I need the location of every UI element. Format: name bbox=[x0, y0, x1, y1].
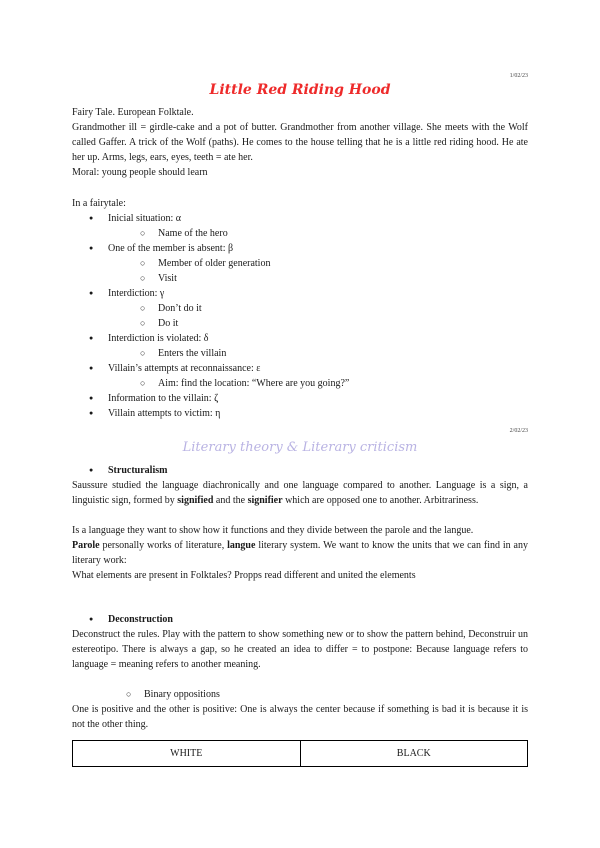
sub-list-item: ○ Don’t do it bbox=[108, 301, 528, 316]
list-intro: In a fairytale: bbox=[72, 198, 126, 209]
structuralism-block bbox=[72, 463, 528, 583]
paragraph: Is a language they want to show how it functions and they divide between the parole and the langue. bbox=[72, 525, 474, 536]
list-item: ● One of the member is absent: β ○ Member of older generation ○ Visit bbox=[72, 241, 528, 286]
intro-paragraph: Grandmother ill = girdle-cake and a pot of butter. Grandmother from another village. She meets with the Wolf called Gaffer. A trick of the Wolf (paths). He comes to the house telling that he is a little red riding hood. He ate her up. Arms, legs, ears, eyes, teeth = ate her. bbox=[72, 122, 528, 163]
paragraph: What elements are present in Folktales? Propps read different and united the elements bbox=[72, 570, 416, 581]
paragraph: Parole personally works of literature, langue literary system. We want to know the units that we can find in any literary work: bbox=[72, 540, 528, 566]
section-heading: ● Deconstruction bbox=[72, 612, 528, 627]
section-title: Literary theory & Literary criticism bbox=[182, 440, 418, 455]
paragraph: Deconstruct the rules. Play with the pattern to show something new or to show the pattern behind, Deconstruir un estereotipo. There is always a gap, so he created an idea to differ = to postpone: Because language refers to language = meaning refers to another meaning. bbox=[72, 629, 528, 670]
table-cell-white: WHITE bbox=[73, 741, 301, 767]
section-heading: ● Structuralism bbox=[72, 463, 528, 478]
sub-list-item: ○ Aim: find the location: “Where are you going?” bbox=[108, 376, 528, 391]
moral-line: Moral: young people should learn bbox=[72, 167, 208, 178]
page-title: Little Red Riding Hood bbox=[209, 82, 391, 98]
date-stamp: 1/02/23 bbox=[509, 73, 528, 79]
list-item: ● Villain’s attempts at reconnaissance: ε ○ Aim: find the location: “Where are you going?” bbox=[72, 361, 528, 391]
function-list bbox=[72, 211, 528, 421]
date-stamp: 2/02/23 bbox=[509, 428, 528, 434]
sub-list-item: ○ Visit bbox=[108, 271, 528, 286]
table-cell-black: BLACK bbox=[300, 741, 528, 767]
paragraph: One is positive and the other is positive: One is always the center because if something is bad it is because it is not the other thing. bbox=[72, 704, 528, 730]
deconstruction-block bbox=[72, 612, 528, 732]
binary-table bbox=[72, 740, 528, 767]
intro-block bbox=[72, 105, 528, 180]
table-row bbox=[73, 741, 528, 767]
list-item: ● Interdiction: γ ○ Don’t do it ○ Do it bbox=[72, 286, 528, 331]
paragraph: Saussure studied the language diachronically and one language compared to another. Language is a sign, a linguistic sign, formed by signified and the signifier which are opposed one to another. Arbitrariness. bbox=[72, 480, 528, 506]
intro-line: Fairy Tale. European Folktale. bbox=[72, 107, 194, 118]
sub-heading: ○ Binary oppositions bbox=[72, 687, 528, 702]
sub-list-item: ○ Do it bbox=[108, 316, 528, 331]
fairytale-list-block bbox=[72, 196, 528, 421]
sub-list-item: ○ Enters the villain bbox=[108, 346, 528, 361]
sub-list-item: ○ Member of older generation bbox=[108, 256, 528, 271]
list-item: ● Villain attempts to victim: η bbox=[72, 406, 528, 421]
sub-list-item: ○ Name of the hero bbox=[108, 226, 528, 241]
list-item: ● Inicial situation: α ○ Name of the hero bbox=[72, 211, 528, 241]
list-item: ● Information to the villain: ζ bbox=[72, 391, 528, 406]
list-item: ● Interdiction is violated: δ ○ Enters the villain bbox=[72, 331, 528, 361]
